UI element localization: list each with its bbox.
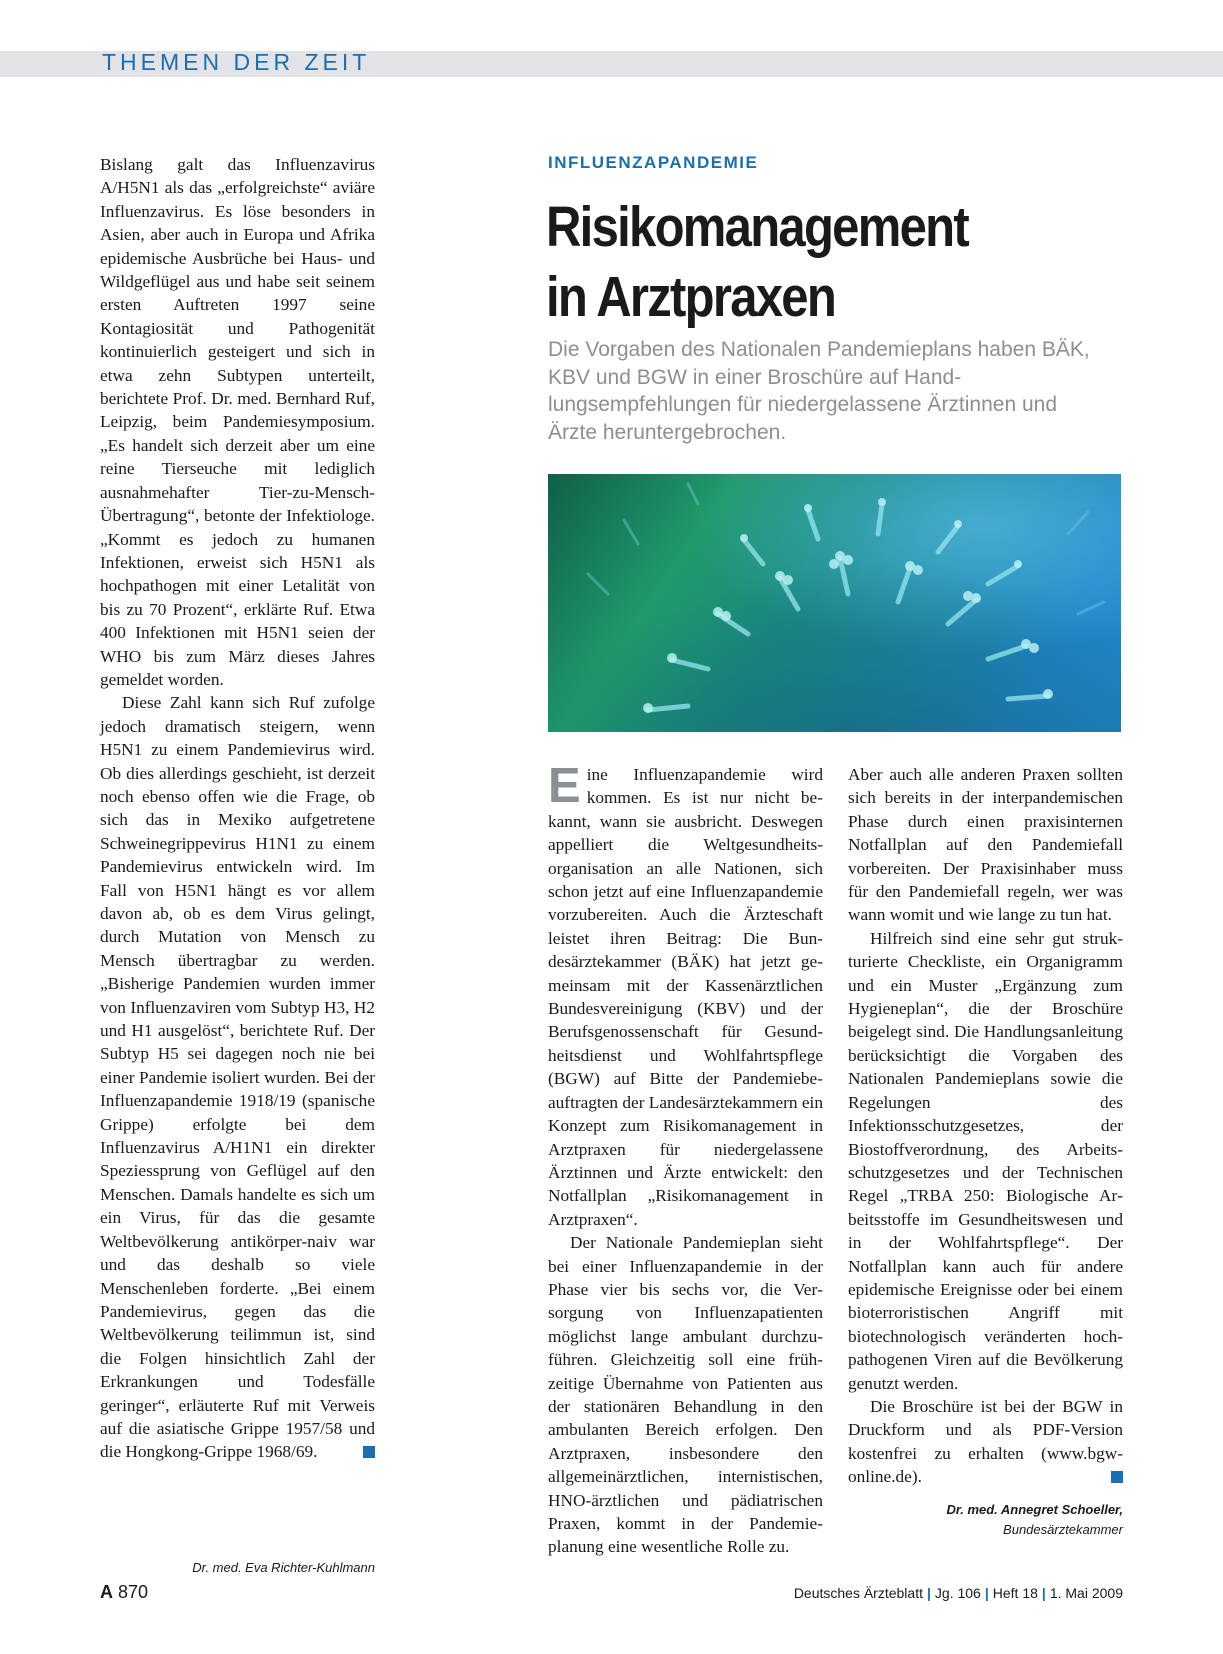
virus-illustration-svg (548, 474, 1121, 732)
right-article-author-affiliation: Bundesärztekammer (1003, 1522, 1123, 1537)
separator: | (926, 1585, 931, 1601)
body-paragraph-2: Der Nationale Pandemieplan sieht bei einer Influenzapandemie in der Phase vier bis sechs vor, die Versorgung von Influenzapatienten möglichst lange ambulant durchzuführen. Gleichzeitig soll eine frühzeitige Übernahme von Patienten aus der stationären Behandlung in den ambulanten Bereich erfolgen. Den Arztpraxen, insbesondere den allgemeinärztlichen, internistischen, HNO-ärztlichen und pädiatrischen Praxen, kommt in der Pandemieplanung eine wesentliche Rolle zu. (548, 1233, 823, 1557)
end-mark-icon (1111, 1471, 1123, 1483)
left-paragraph-2-text: Diese Zahl kann sich Ruf zufolge jedoch dramatisch steigern, wenn H5N1 zu einem Pandemievirus wird. Ob dies allerdings geschieht, ist derzeit noch ebenso offen wie die Frage, ob sich das in Mexiko aufgetretene Schweinegrippevirus H1N1 zu einem Pandemievirus entwickeln wird. Im Fall von H5N1 hängt es vor allem davon ab, ob es dem Virus gelingt, durch Mutation von Mensch zu Mensch übertragbar zu werden. „Bisherige Pandemien wurden immer von Influenzaviren vom Subtyp H3, H2 und H1 ausgelöst“, berichtete Ruf. Der Subtyp H5 sei dagegen noch nie bei einer Pandemie isoliert wurden. Bei der Influenzapandemie 1918/19 (spanische Grippe) erfolgte bei dem Influenzavirus A/H1N1 ein direkter Speziessprung von Geflügel auf den Menschen. Damals handelte es sich um ein Virus, für das die gesamte Weltbevölkerung antikörper-naiv war und das deshalb so viele Menschenleben forderte. „Bei einem Pandemievirus, gegen das die Weltbevölkerung teilimmun ist, sind die Folgen hinsichtlich Zahl der Erkrankungen und Todesfälle geringer“, erläuterte Ruf mit Verweis auf die asiatische Grippe 1957/58 und die Hongkong-Grippe 1968/69. (100, 693, 375, 1462)
headline-line-1: Risikomanagement (546, 195, 968, 259)
right-article-author-name: Dr. med. Annegret Schoeller, (946, 1502, 1123, 1517)
separator: | (984, 1585, 989, 1601)
body-paragraph-first-text: ine Influenzapandemie wird kommen. Es ist nur nicht bekannt, wann sie ausbricht. Deswegen appelliert die Weltgesundheitsorganisation an alle Nationen, sich schon jetzt auf eine Influenzapandemie vorzubereiten. Auch die Ärzteschaft leistet ihren Beitrag: Die Bundesärztekammer (BÄK) hat jetzt gemeinsam mit der Kassenärztlichen Bundesvereinigung (KBV) und der Berufsgenossenschaft für Gesundheitsdienst und Wohlfahrtspflege (BGW) auf Bitte der Pandemiebeauftragten der Landesärztekammern ein Konzept zum Risikomanagement in Arztpraxen für niedergelassene Ärztinnen und Ärzte entwickelt: den Notfallplan „Risikomanagement in Arztpraxen“. (548, 765, 823, 1229)
left-article-author: Dr. med. Eva Richter-Kuhlmann (192, 1560, 375, 1575)
body-paragraph-3: Aber auch alle anderen Praxen sollten sich bereits in der interpandemischen Phase durch einen praxisinternen Notfallplan auf den Pandemiefall vorbereiten. Der Praxisinhaber muss für den Pandemiefall regeln, wer was wann womit und wie lange zu tun hat. (848, 765, 1123, 925)
article-body-column-1 (548, 759, 823, 1559)
section-label: THEMEN DER ZEIT (102, 49, 371, 75)
virus-illustration (548, 474, 1121, 732)
headline-line-2: in Arztpraxen (546, 265, 836, 329)
journal-issue: Heft 18 (992, 1585, 1038, 1601)
separator: | (1041, 1585, 1046, 1601)
page-number-value: 870 (118, 1582, 149, 1602)
article-lead: Die Vorgaben des Nationalen Pandemieplans haben BÄK, KBV und BGW in einer Broschüre auf Handlungsempfehlungen für niedergelassene Ärztinnen und Ärzte heruntergebrochen. (548, 338, 1090, 444)
article-kicker: INFLUENZAPANDEMIE (548, 153, 759, 172)
drop-cap: E (548, 759, 581, 813)
page-prefix: A (100, 1582, 113, 1602)
end-mark-icon (363, 1446, 375, 1458)
body-paragraph-first (548, 759, 823, 1231)
journal-volume: Jg. 106 (934, 1585, 981, 1601)
publication-info (794, 1585, 1123, 1601)
body-paragraph-4: Hilfreich sind eine sehr gut strukturierte Checkliste, ein Organigramm und ein Muster „Ergänzung zum Hygieneplan“, die der Broschüre beigelegt sind. Die Handlungsanleitung berücksichtigt die Vorgaben des Nationalen Pandemieplans sowie die Regelungen des Infektionsschutzgesetzes, der Biostoffverordnung, des Arbeitsschutzgesetzes und der Technischen Regel „TRBA 250: Biologische Arbeitsstoffe im Gesundheitswesen und in der Wohlfahrtspflege“. Der Notfallplan kann auch für andere epidemische Ereignisse oder bei einem bioterroristischen Angriff mit biotechnologisch veränderten hochpathogenen Viren auf die Bevölkerung genutzt werden. (848, 928, 1123, 1393)
article-left-column (100, 153, 375, 1464)
page-number (100, 1582, 148, 1603)
right-article-author (946, 1500, 1123, 1540)
left-paragraph-1: Bislang galt das Influenzavirus A/H5N1 als das „erfolgreichste“ aviäre Influenzavirus. Es löse besonders in Asien, aber auch in Europa und Afrika epidemische Ausbrüche bei Haus- und Wildgeflügel aus und habe seit seinem ersten Auftreten 1997 seine Kontagiosität und Pathogenität kontinuierlich gesteigert und sich in etwa zehn Subtypen unterteilt, berichtete Prof. Dr. med. Bernhard Ruf, Leipzig, beim Pandemiesymposium. „Es handelt sich derzeit aber um eine reine Tierseuche mit lediglich ausnahmehafter Tier-zu-Mensch-Übertragung“, betonte der Infektiologe. „Kommt es jedoch zu humanen Infektionen, erweist sich H5N1 als hochpathogen mit einer Letalität von bis zu 70 Prozent“, erklärte Ruf. Etwa 400 Infektionen mit H5N1 seien der WHO bis zum März dieses Jahres gemeldet worden. (100, 155, 375, 689)
left-paragraph-2 (100, 691, 375, 1463)
article-body-column-2 (848, 763, 1123, 1489)
journal-date: 1. Mai 2009 (1049, 1585, 1123, 1601)
body-paragraph-5-text: Die Broschüre ist bei der BGW in Druckform und als PDF-Version kostenfrei zu erhalten (www.bgw-online.de). (848, 1396, 1123, 1487)
journal-name: Deutsches Ärzteblatt (793, 1585, 923, 1601)
body-paragraph-5 (848, 1395, 1123, 1489)
article-headline (546, 192, 968, 332)
